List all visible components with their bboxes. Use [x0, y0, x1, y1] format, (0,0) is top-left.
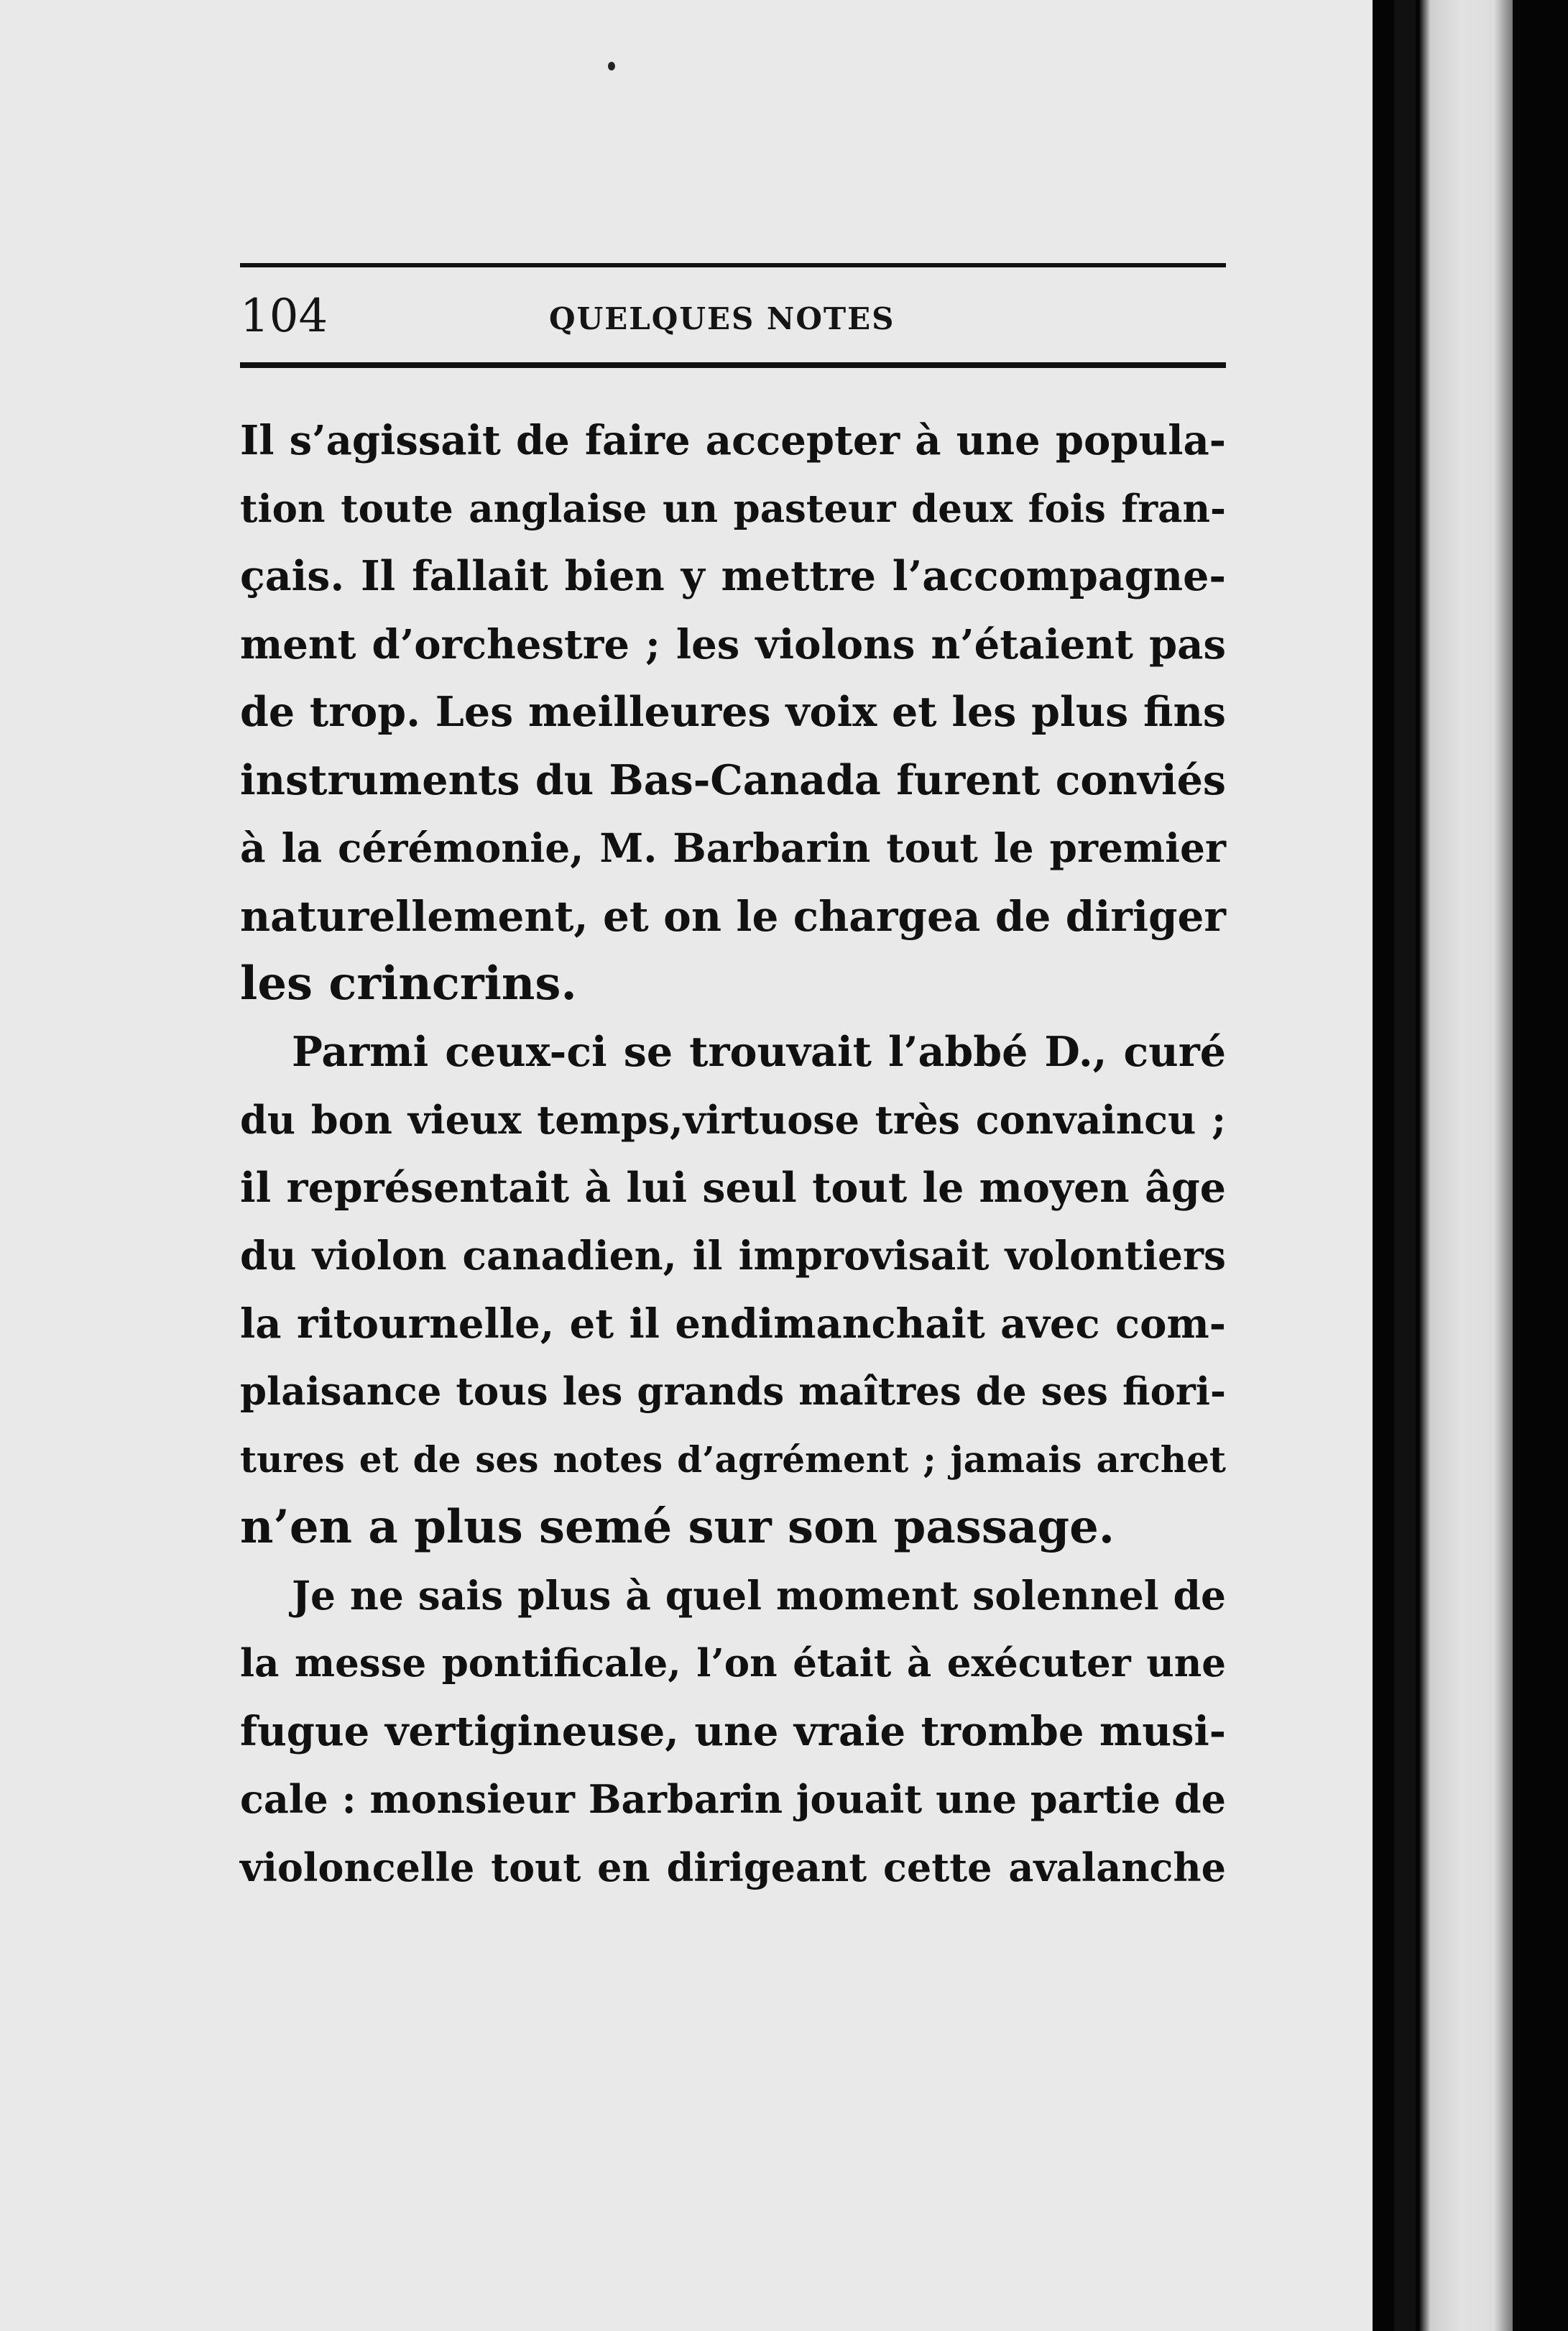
text-line: Il s’agissait de faire accepter à une popula-: [240, 417, 1226, 464]
text-line: du violon canadien, il improvisait volontiers: [240, 1232, 1226, 1279]
text-line: ment d’orchestre ; les violons n’étaient pas: [240, 620, 1226, 668]
header-rule-bottom: [240, 362, 1226, 368]
text-line: à la cérémonie, M. Barbarin tout le premier: [240, 824, 1226, 871]
text-line: n’en a plus semé sur son passage.: [240, 1500, 1115, 1554]
page-edge-dark: [1394, 0, 1416, 2331]
text-line: la messe pontificale, l’on était à exécuter une: [240, 1641, 1226, 1686]
text-line: çais. Il fallait bien y mettre l’accompagne-: [240, 552, 1226, 600]
page-header: [240, 284, 1226, 349]
text-line: instruments du Bas-Canada furent conviés: [240, 755, 1226, 804]
text-line: la ritournelle, et il endimanchait avec com-: [240, 1300, 1226, 1348]
page-edge-strip: [1419, 0, 1513, 2331]
ink-speck: [608, 62, 615, 70]
body-text: [240, 407, 1226, 1901]
text-line: cale : monsieur Barbarin jouait une partie de: [240, 1776, 1226, 1822]
text-line: violoncelle tout en dirigeant cette avalanche: [240, 1844, 1226, 1890]
text-line: plaisance tous les grands maîtres de ses fiori-: [240, 1369, 1226, 1414]
text-line: naturellement, et on le chargea de diriger: [240, 891, 1226, 941]
paragraph: [240, 407, 1226, 1019]
running-title: QUELQUES NOTES: [549, 301, 895, 336]
text-line: Je ne sais plus à quel moment solennel de: [292, 1571, 1226, 1619]
page-number: 104: [240, 290, 328, 343]
text-line: tures et de ses notes d’agrément ; jamais archet: [240, 1438, 1226, 1481]
text-line: fugue vertigineuse, une vraie trombe musi-: [240, 1707, 1226, 1755]
text-line: tion toute anglaise un pasteur deux fois fran-: [240, 486, 1226, 531]
paragraph: [240, 1562, 1226, 1902]
text-line: de trop. Les meilleures voix et les plus fins: [240, 688, 1226, 736]
text-line: du bon vieux temps,virtuose très convaincu ;: [240, 1097, 1226, 1143]
paragraph: [240, 1019, 1226, 1562]
text-line: il représentait à lui seul tout le moyen âge: [240, 1163, 1226, 1212]
text-line: Parmi ceux-ci se trouvait l’abbé D., curé: [292, 1027, 1226, 1076]
header-rule-top: [240, 263, 1226, 267]
text-line: les crincrins.: [240, 957, 577, 1011]
